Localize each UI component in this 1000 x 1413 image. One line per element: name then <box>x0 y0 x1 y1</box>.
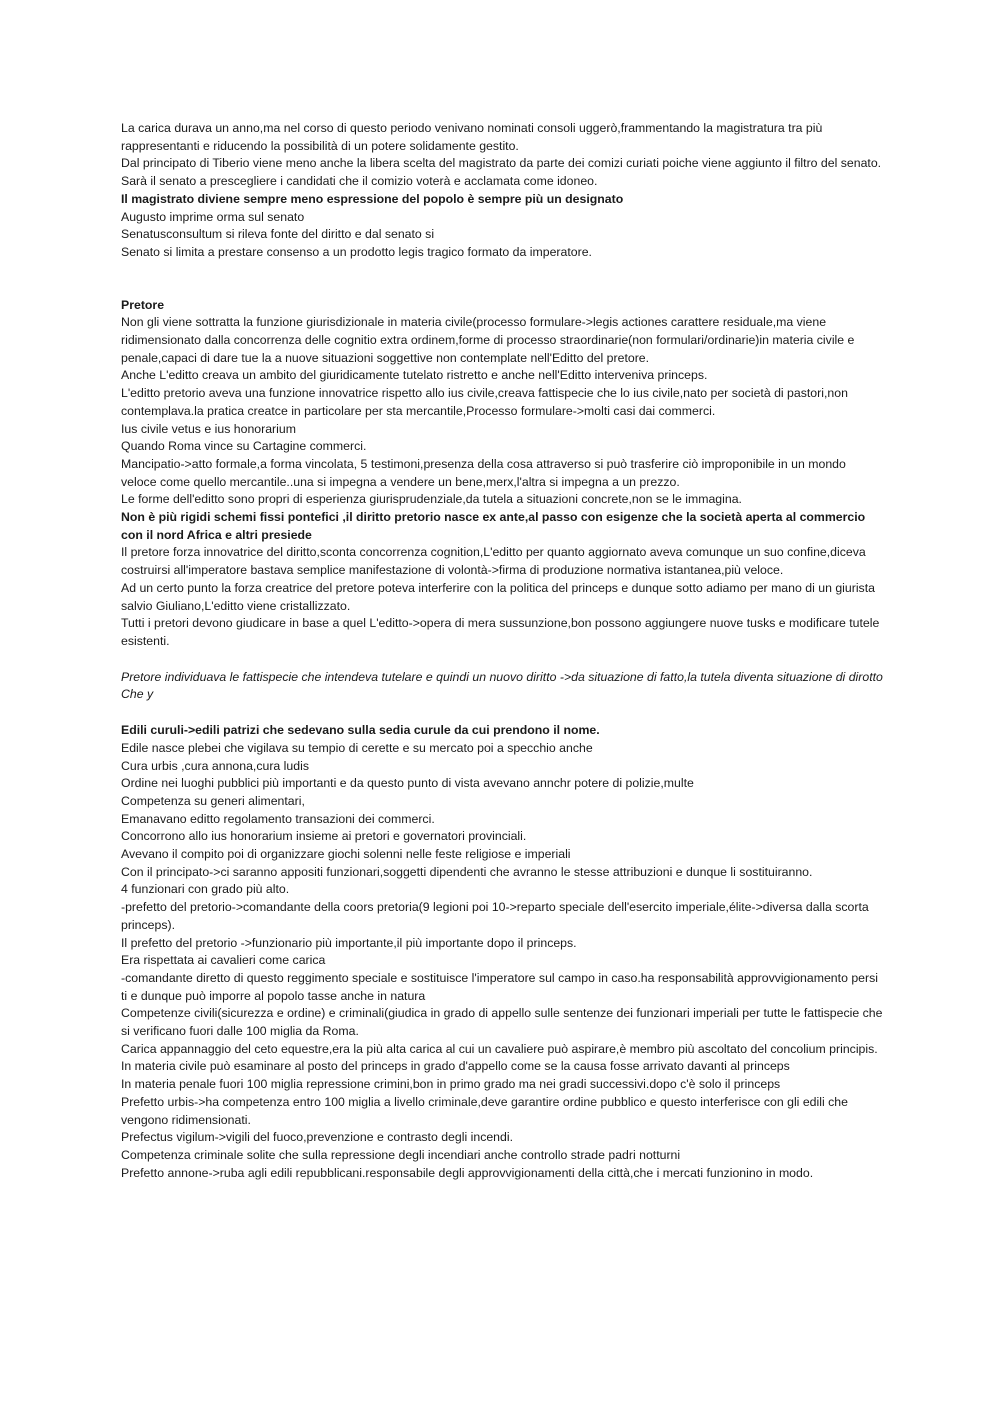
paragraph: Avevano il compito poi di organizzare giochi solenni nelle feste religiose e imperiali <box>121 847 571 862</box>
paragraph: Ius civile vetus e ius honorarium <box>121 421 296 436</box>
paragraph: Augusto imprime orma sul senato <box>121 209 305 224</box>
paragraph: Cura urbis ,cura annona,cura ludis <box>121 758 309 773</box>
paragraph: Prefectus vigilum->vigili del fuoco,prevenzione e contrasto degli incendi. <box>121 1130 514 1145</box>
document-page <box>121 120 883 1182</box>
paragraph: Anche L'editto creava un ambito del giuridicamente tutelato ristretto e anche nell'Editto interveniva princeps. <box>121 368 708 383</box>
paragraph: Competenza su generi alimentari, <box>121 793 305 808</box>
paragraph: Ordine nei luoghi pubblici più importanti e da questo punto di vista avevano annchr potere di polizie,multe <box>121 776 694 791</box>
paragraph: In materia civile può esaminare al posto del princeps in grado d'appello come se la causa fosse arrivato davanti al princeps <box>121 1059 790 1074</box>
paragraph: -comandante diretto di questo reggimento speciale e sostituisce l'imperatore sul campo in caso.ha responsabilità approvvigionamento persi ti e dunque può imporre al popolo tasse anche in natura <box>121 970 878 1003</box>
paragraph: Il prefetto del pretorio ->funzionario più importante,il più importante dopo il princeps. <box>121 935 577 950</box>
paragraph: Sarà il senato a prescegliere i candidati che il comizio voterà e acclamata come idoneo. <box>121 174 598 189</box>
italic-paragraph: Che y <box>121 687 154 702</box>
paragraph: Senatusconsultum si rileva fonte del diritto e dal senato si <box>121 227 435 242</box>
paragraph: Era rispettata ai cavalieri come carica <box>121 953 326 968</box>
section-heading: Pretore <box>121 297 165 312</box>
paragraph: L'editto pretorio aveva una funzione innovatrice rispetto allo ius civile,creava fattispecie che lo ius civile,nato per società di pastori,non contemplava.la pratica creatce in particolare per sta mercantile,Processo formulare->molti casi dai commerci. <box>121 386 848 418</box>
paragraph: -prefetto del pretorio->comandante della coors pretoria(9 legioni poi 10->reparto speciale dell'esercito imperiale,élite->diversa dalla scorta princeps). <box>121 900 869 932</box>
section-italic-note <box>121 669 883 704</box>
bold-paragraph: Non è più rigidi schemi fissi pontefici ,il diritto pretorio nasce ex ante,al passo con esigenze che la società aperta al commercio con il nord Africa e altri presiede <box>121 510 866 542</box>
section-pretore <box>121 297 883 651</box>
paragraph: Il pretore forza innovatrice del diritto,sconta concorrenza cognition,L'editto per quanto aggiornato aveva comunque un suo confine,diceva costruirsi all'imperatore bastava semplice manifestazione di volontà->firma di produzione normativa istantanea,più veloce. <box>121 545 866 578</box>
paragraph: In materia penale fuori 100 miglia repressione crimini,bon in primo grado ma nei gradi successivi.dopo c'è solo il princeps <box>121 1077 781 1092</box>
paragraph: Carica appannaggio del ceto equestre,era la più alta carica al cui un cavaliere può aspirare,è membro più ascoltato del concolium principis. <box>121 1041 878 1056</box>
paragraph: Mancipatio->atto formale,a forma vincolata, 5 testimoni,presenza della cosa attraverso si può trasferire ciò improponibile in un mondo veloce come quello mercantile..una si impegna a vendere un bene,merx,l'altra si impegna a un prezzo. <box>121 456 846 489</box>
paragraph: Emanavano editto regolamento transazioni dei commerci. <box>121 811 435 826</box>
spacer <box>121 704 883 722</box>
paragraph: Quando Roma vince su Cartagine commerci. <box>121 439 367 454</box>
section-edili <box>121 722 883 1182</box>
spacer <box>121 651 883 669</box>
bold-paragraph: Il magistrato diviene sempre meno espressione del popolo è sempre più un designato <box>121 191 624 206</box>
paragraph: Concorrono allo ius honorarium insieme ai pretori e governatori provinciali. <box>121 829 527 844</box>
paragraph: Prefetto annone->ruba agli edili repubblicani.responsabile degli approvvigionamenti della città,che i mercati funzionino in modo. <box>121 1165 814 1180</box>
italic-paragraph: Pretore individuava le fattispecie che intendeva tutelare e quindi un nuovo diritto ->da situazione di fatto,la tutela diventa situazione di dirotto <box>121 669 883 684</box>
paragraph: Tutti i pretori devono giudicare in base a quel L'editto->opera di mera sussunzione,bon possono aggiungere nuove tusks e modificare tutele esistenti. <box>121 616 880 648</box>
paragraph: Prefetto urbis->ha competenza entro 100 miglia a livello criminale,deve garantire ordine pubblico e questo interferisce con gli edili che vengono ridimensionati. <box>121 1094 848 1127</box>
paragraph: 4 funzionari con grado più alto. <box>121 882 290 897</box>
paragraph: Dal principato di Tiberio viene meno anche la libera scelta del magistrato da parte dei comizi curiati poiche viene aggiunto il filtro del senato. <box>121 156 882 171</box>
spacer <box>121 262 883 297</box>
paragraph: Ad un certo punto la forza creatrice del pretore poteva interferire con la politica del princeps e dunque sotto adiamo per mano di un giurista salvio Giuliano,L'editto viene cristallizzato. <box>121 580 875 613</box>
paragraph: Senato si limita a prestare consenso a un prodotto legis tragico formato da imperatore. <box>121 244 592 259</box>
paragraph: Edile nasce plebei che vigilava su tempio di cerette e su mercato poi a specchio anche <box>121 740 593 755</box>
paragraph: Non gli viene sottratta la funzione giurisdizionale in materia civile(processo formulare->legis actiones carattere residuale,ma viene ridimensionato dalla concorrenza delle cognitio extra ordinem,forme di processo straordinarie(non formulari/ordinarie)in materia civile e penale,capaci di dare tue la a nuove situazioni soggettive non contemplate nell'Editto del pretore. <box>121 315 855 365</box>
section-heading: Edili curuli->edili patrizi che sedevano sulla sedia curule da cui prendono il nome. <box>121 723 600 738</box>
paragraph: Competenza criminale solite che sulla repressione degli incendiari anche controllo strade padri notturni <box>121 1147 681 1162</box>
paragraph: Competenze civili(sicurezza e ordine) e criminali(giudica in grado di appello sulle sentenze dei funzionari imperiali per tutte le fattispecie che si verificano fuori dalle 100 miglia da Roma. <box>121 1006 883 1039</box>
paragraph: Con il principato->ci saranno appositi funzionari,soggetti dipendenti che avranno le stesse attribuzioni e dunque li sostituiranno. <box>121 864 813 879</box>
paragraph: La carica durava un anno,ma nel corso di questo periodo venivano nominati consoli uggerò,frammentando la magistratura tra più rappresentanti e riducendo la possibilità di un potere solidamente gestito. <box>121 121 823 153</box>
section-senato <box>121 120 883 262</box>
paragraph: Le forme dell'editto sono propri di esperienza giurisprudenziale,da tutela a situazioni concrete,non se le immagina. <box>121 492 742 507</box>
